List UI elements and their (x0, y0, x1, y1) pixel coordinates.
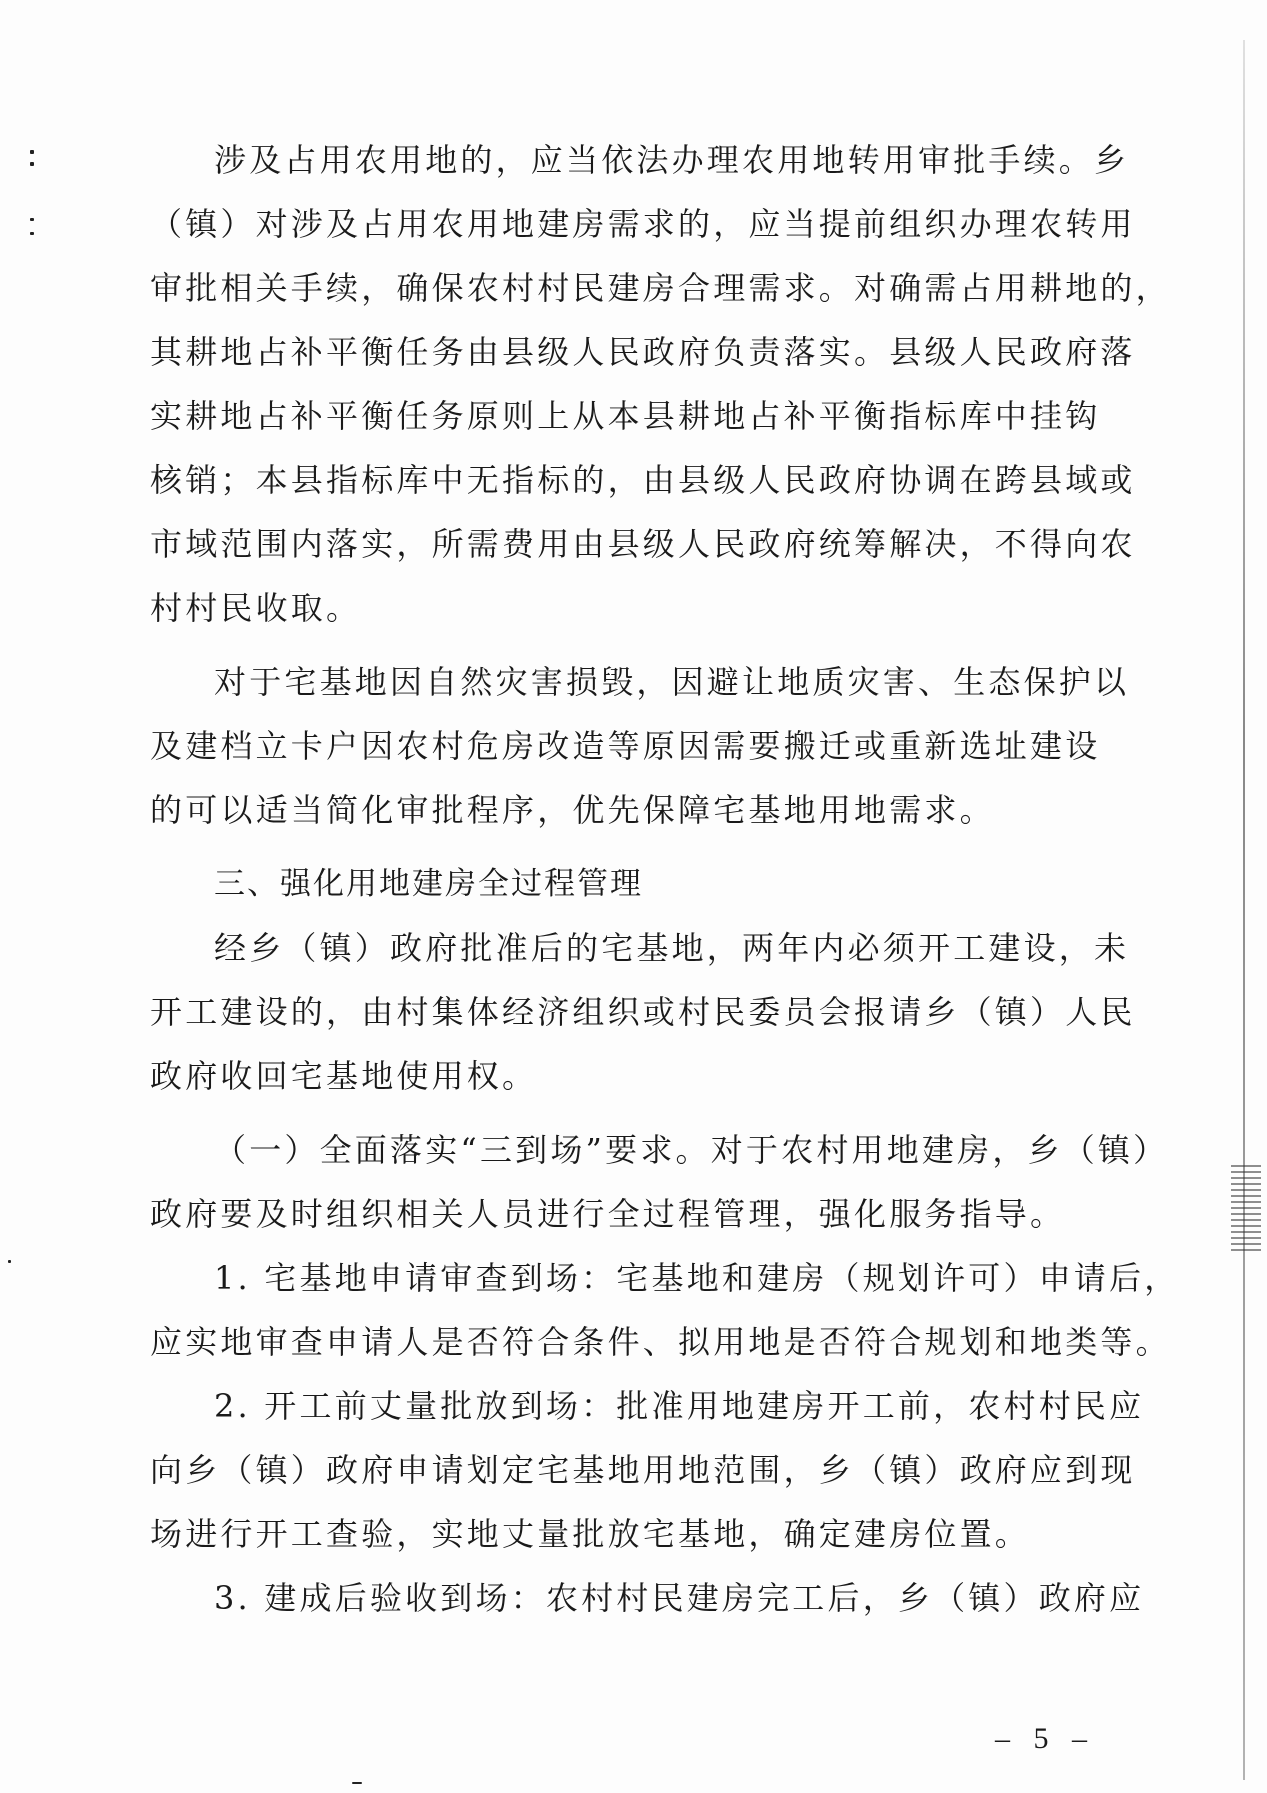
body-text (150, 128, 1180, 1630)
text-line: （镇）对涉及占用农用地建房需求的，应当提前组织办理农转用 (150, 205, 1136, 243)
text-line: 的可以适当简化审批程序，优先保障宅基地用地需求。 (150, 791, 995, 829)
text-line: 及建档立卡户因农村危房改造等原因需要搬迁或重新选址建设 (150, 727, 1101, 765)
text-line: 政府要及时组织相关人员进行全过程管理，强化服务指导。 (150, 1195, 1066, 1233)
scan-speck (8, 1260, 11, 1263)
scan-speck (30, 232, 34, 235)
text-line: 对于宅基地因自然灾害损毁，因避让地质灾害、生态保护以 (214, 663, 1130, 701)
text-line: 核销；本县指标库中无指标的，由县级人民政府协调在跨县域或 (150, 461, 1136, 499)
text-line: 涉及占用农用地的，应当依法办理农用地转用审批手续。乡 (214, 141, 1130, 179)
section-heading: 三、强化用地建房全过程管理 (214, 866, 643, 902)
scan-edge-marks (1231, 1165, 1261, 1255)
text-line: （一）全面落实“三到场”要求。对于农村用地建房，乡（镇） (214, 1131, 1169, 1169)
text-line: 其耕地占补平衡任务由县级人民政府负责落实。县级人民政府落 (150, 333, 1136, 371)
scan-edge-line (1243, 40, 1245, 1780)
text-line: 政府收回宅基地使用权。 (150, 1057, 538, 1095)
scan-speck (352, 1782, 362, 1784)
text-line: 场进行开工查验，实地丈量批放宅基地，确定建房位置。 (150, 1515, 1031, 1553)
page-number: – 5 – (995, 1722, 1095, 1755)
text-line: 实耕地占补平衡任务原则上从本县耕地占补平衡指标库中挂钩 (150, 397, 1101, 435)
scan-speck (30, 218, 34, 221)
text-line: 1. 宅基地申请审查到场：宅基地和建房（规划许可）申请后， (214, 1259, 1180, 1297)
text-line: 市域范围内落实，所需费用由县级人民政府统筹解决，不得向农 (150, 525, 1136, 563)
text-line: 向乡（镇）政府申请划定宅基地用地范围，乡（镇）政府应到现 (150, 1451, 1136, 1489)
text-line: 2. 开工前丈量批放到场：批准用地建房开工前，农村村民应 (214, 1387, 1145, 1425)
text-line: 应实地审查申请人是否符合条件、拟用地是否符合规划和地类等。 (150, 1323, 1171, 1361)
scan-speck (30, 150, 34, 154)
text-line: 审批相关手续，确保农村村民建房合理需求。对确需占用耕地的， (150, 269, 1171, 307)
text-line: 经乡（镇）政府批准后的宅基地，两年内必须开工建设，未 (214, 929, 1130, 967)
text-line: 3. 建成后验收到场：农村村民建房完工后，乡（镇）政府应 (214, 1579, 1145, 1617)
scan-speck (30, 162, 34, 166)
text-line: 开工建设的，由村集体经济组织或村民委员会报请乡（镇）人民 (150, 993, 1136, 1031)
text-line: 村村民收取。 (150, 589, 362, 627)
